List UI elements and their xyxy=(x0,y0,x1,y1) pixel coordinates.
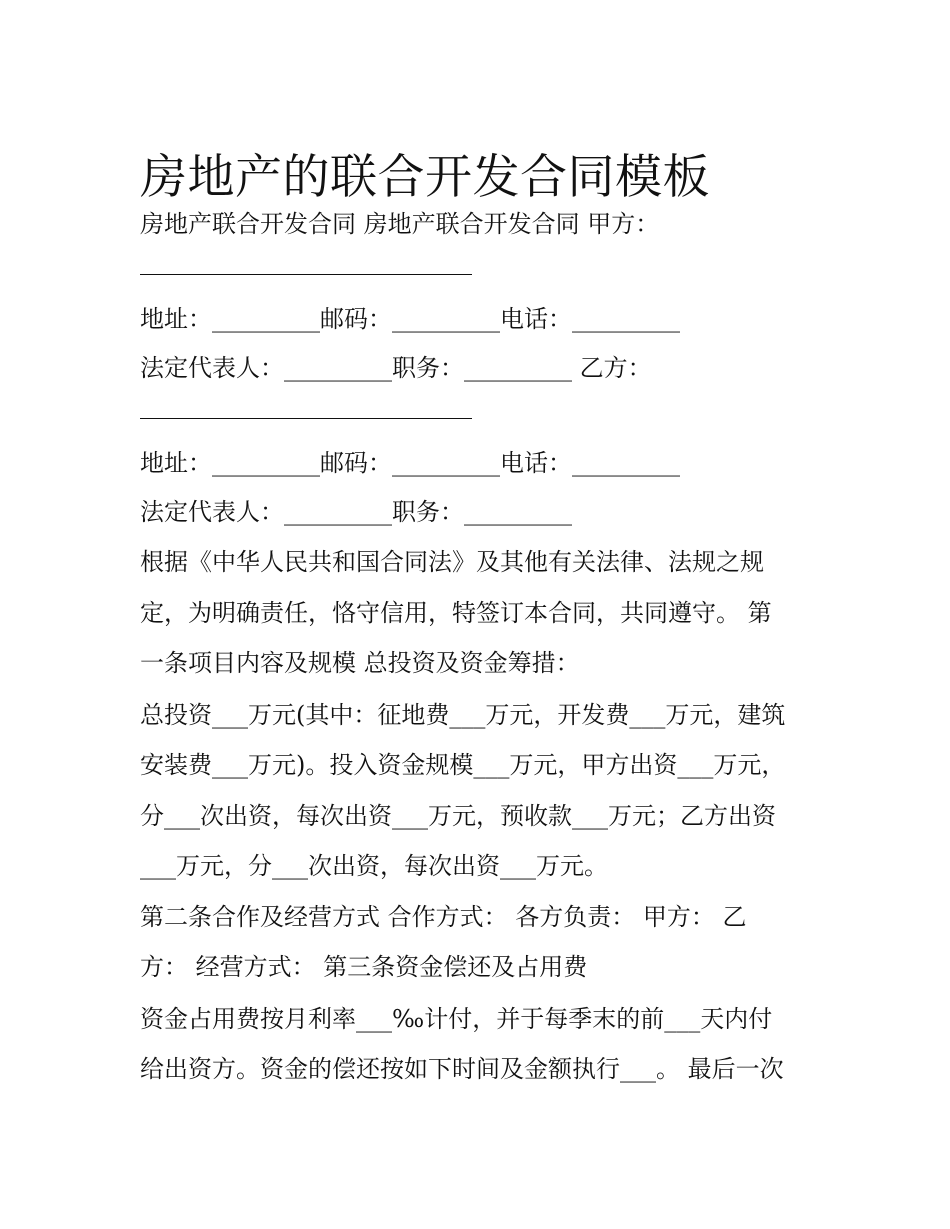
text-line: 资金占用费按月利率___‰计付，并于每季末的前___天内付 xyxy=(140,1005,773,1033)
text-line: 定，为明确责任，恪守信用，特签订本合同，共同遵守。 第 xyxy=(140,599,772,627)
text-line: 法定代表人：_________职务：_________ xyxy=(140,498,572,526)
text-line: 总投资___万元(其中：征地费___万元，开发费___万元，建筑 xyxy=(140,701,786,729)
text-line: 分___次出资，每次出资___万元，预收款___万元；乙方出资 xyxy=(140,802,776,830)
text-line: 第二条合作及经营方式 合作方式： 各方负责： 甲方： 乙 xyxy=(140,903,747,931)
text-line: 根据《中华人民共和国合同法》及其他有关法律、法规之规 xyxy=(140,548,764,576)
party-b-name-blank xyxy=(140,418,472,419)
text-line: 法定代表人：_________职务：_________ 乙方： xyxy=(140,354,652,382)
text-line: 一条项目内容及规模 总投资及资金筹措： xyxy=(140,649,580,677)
document-title: 房地产的联合开发合同模板 xyxy=(140,150,710,206)
text-line: 地址：_________邮码：_________电话：_________ xyxy=(140,305,680,333)
text-line: 地址：_________邮码：_________电话：_________ xyxy=(140,449,680,477)
text-line: 给出资方。资金的偿还按如下时间及金额执行___。 最后一次 xyxy=(140,1055,784,1083)
text-line: 房地产联合开发合同 房地产联合开发合同 甲方： xyxy=(140,210,660,238)
text-line: 方： 经营方式： 第三条资金偿还及占用费 xyxy=(140,953,588,981)
text-line: ___万元，分___次出资，每次出资___万元。 xyxy=(140,852,608,880)
text-line: 安装费___万元)。投入资金规模___万元，甲方出资___万元， xyxy=(140,751,786,779)
party-a-name-blank xyxy=(140,274,472,275)
